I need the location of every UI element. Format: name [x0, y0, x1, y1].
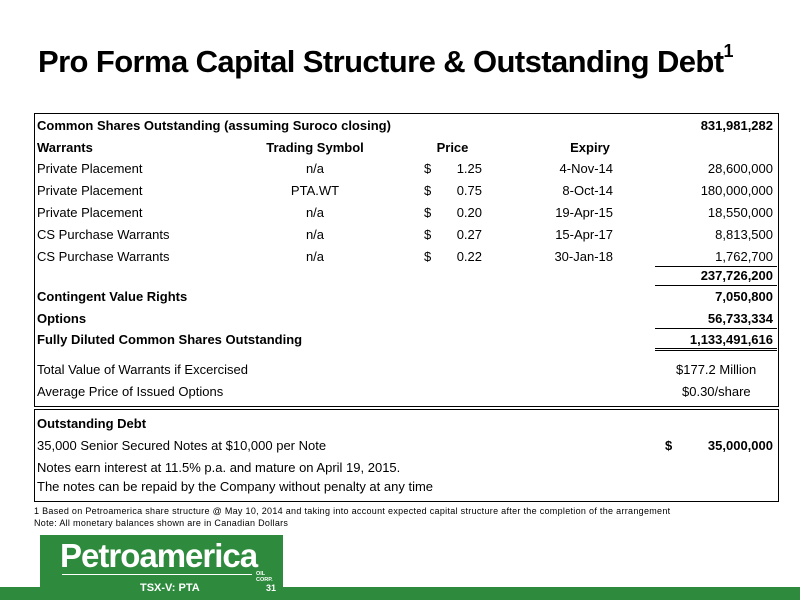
- warrant-amount: 180,000,000: [700, 183, 773, 198]
- warrant-expiry: 19-Apr-15: [555, 205, 613, 220]
- cvr-label: Contingent Value Rights: [37, 289, 188, 304]
- fully-diluted-value: 1,133,491,616: [689, 332, 773, 347]
- warrant-name: Private Placement: [37, 183, 143, 198]
- warrant-amount: 8,813,500: [715, 227, 773, 242]
- trading-symbol-header: Trading Symbol: [266, 140, 364, 155]
- total-double-underline: [655, 348, 777, 351]
- warrant-symbol: n/a: [305, 161, 325, 176]
- warrant-currency: $: [424, 205, 432, 220]
- common-shares-label: Common Shares Outstanding (assuming Suroco closing): [37, 118, 391, 133]
- warrant-symbol: n/a: [305, 205, 325, 220]
- footnote-2: Note: All monetary balances shown are in Canadian Dollars: [34, 518, 289, 528]
- logo-wordmark: Petroamerica: [60, 537, 258, 574]
- subtotal-rule: [655, 266, 777, 267]
- warrant-expiry: 30-Jan-18: [554, 249, 613, 264]
- warrant-symbol: n/a: [305, 249, 325, 264]
- subtotal-underline: [655, 285, 777, 286]
- warrant-expiry: 15-Apr-17: [555, 227, 613, 242]
- price-header: Price: [436, 140, 469, 155]
- warrant-price: 0.20: [456, 205, 482, 220]
- page-number: 31: [266, 583, 277, 593]
- warrants-total: 237,726,200: [700, 268, 773, 283]
- warrant-expiry: 8-Oct-14: [562, 183, 613, 198]
- warrant-price: 0.27: [456, 227, 482, 242]
- total-value-label: Total Value of Warrants if Excercised: [37, 362, 248, 377]
- warrant-price: 0.22: [456, 249, 482, 264]
- common-shares-value: 831,981,282: [700, 118, 773, 133]
- warrant-name: CS Purchase Warrants: [37, 227, 170, 242]
- footnote-1: 1 Based on Petroamerica share structure @ May 10, 2014 and taking into account expected capital structure after the completion of the arrangement: [34, 506, 671, 516]
- warrant-amount: 18,550,000: [707, 205, 773, 220]
- warrant-currency: $: [424, 249, 432, 264]
- expiry-header: Expiry: [570, 140, 610, 155]
- logo-corp-text: OIL CORP.: [256, 571, 273, 583]
- cvr-value: 7,050,800: [715, 289, 773, 304]
- total-value-value: $177.2 Million: [676, 362, 757, 377]
- warrant-expiry: 4-Nov-14: [559, 161, 613, 176]
- warrant-currency: $: [424, 227, 432, 242]
- warrant-name: CS Purchase Warrants: [37, 249, 170, 264]
- ticker-symbol: TSX-V: PTA: [140, 582, 200, 594]
- debt-currency: $: [665, 438, 673, 453]
- warrant-currency: $: [424, 183, 432, 198]
- avg-price-value: $0.30/share: [682, 384, 751, 399]
- warrant-amount: 28,600,000: [707, 161, 773, 176]
- warrant-price: 0.75: [456, 183, 482, 198]
- options-label: Options: [37, 311, 87, 326]
- debt-interest-note: Notes earn interest at 11.5% p.a. and mature on April 19, 2015.: [37, 460, 401, 475]
- warrant-symbol: n/a: [305, 227, 325, 242]
- title-footnote-mark: 1: [723, 40, 733, 61]
- warrant-name: Private Placement: [37, 161, 143, 176]
- logo-underline: [62, 574, 252, 575]
- warrants-header: Warrants: [37, 140, 93, 155]
- debt-notes-label: 35,000 Senior Secured Notes at $10,000 per Note: [37, 438, 327, 453]
- total-rule: [655, 328, 777, 329]
- debt-repay-note: The notes can be repaid by the Company without penalty at any time: [37, 479, 434, 494]
- fully-diluted-label: Fully Diluted Common Shares Outstanding: [37, 332, 303, 347]
- debt-notes-value: 35,000,000: [707, 438, 773, 453]
- page-title: Pro Forma Capital Structure & Outstanding Debt$^1$: [38, 40, 733, 79]
- warrant-currency: $: [424, 161, 432, 176]
- warrant-amount: 1,762,700: [715, 249, 773, 264]
- options-value: 56,733,334: [707, 311, 773, 326]
- company-logo: [40, 535, 283, 600]
- warrant-price: 1.25: [456, 161, 482, 176]
- avg-price-label: Average Price of Issued Options: [37, 384, 224, 399]
- debt-header: Outstanding Debt: [37, 416, 147, 431]
- warrant-symbol: PTA.WT: [290, 183, 340, 198]
- warrant-name: Private Placement: [37, 205, 143, 220]
